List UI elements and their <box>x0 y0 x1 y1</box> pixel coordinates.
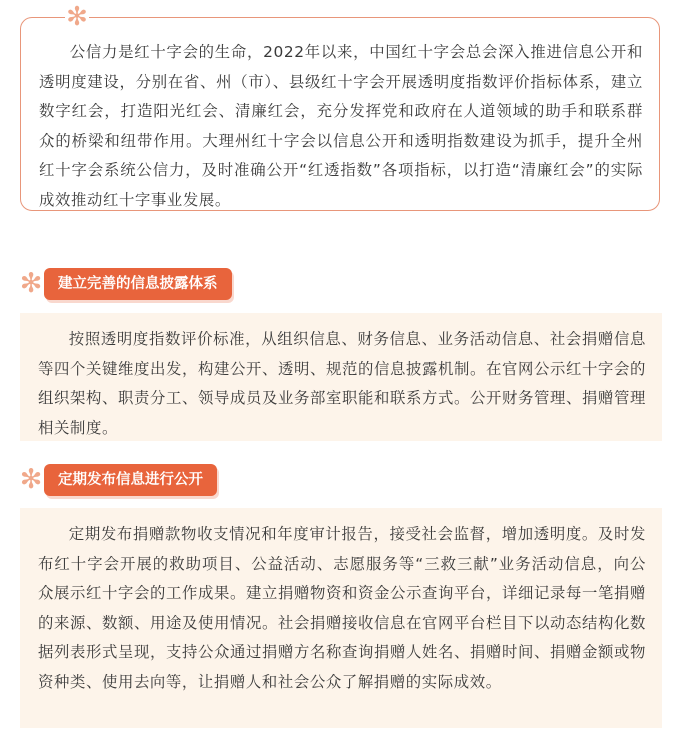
section-paragraph-2: 定期发布捐赠款物收支情况和年度审计报告，接受社会监督，增加透明度。及时发布红十字会开展的救助项目、公益活动、志愿服务等“三救三献”业务活动信息，向公众展示红十字会的工作成果。建立捐赠物资和资金公示查询平台，详细记录每一笔捐赠的来源、数额、用途及使用情况。社会捐赠接收信息在官网平台栏目下以动态结构化数据列表形式呈现，支持公众通过捐赠方名称查询捐赠人姓名、捐赠时间、捐赠金额或物资种类、使用去向等，让捐赠人和社会公众了解捐赠的实际成效。 <box>38 525 646 691</box>
section-box-1 <box>20 313 662 441</box>
asterisk-star-icon: ✻ <box>19 464 43 495</box>
section-heading-2 <box>18 463 217 497</box>
asterisk-star-icon: ✻ <box>19 268 43 299</box>
section-title-2: 定期发布信息进行公开 <box>44 464 217 496</box>
section-paragraph-1: 按照透明度指数评价标准，从组织信息、财务信息、业务活动信息、社会捐赠信息等四个关键维度出发，构建公开、透明、规范的信息披露机制。在官网公示红十字会的组织架构、职责分工、领导成员及业务部室职能和联系方式。公开财务管理、捐赠管理相关制度。 <box>38 330 646 437</box>
asterisk-star-icon: ✻ <box>66 2 88 32</box>
section-title-1: 建立完善的信息披露体系 <box>44 268 232 300</box>
intro-box <box>20 2 660 211</box>
section-heading-1 <box>18 267 232 301</box>
section-box-2 <box>20 508 662 728</box>
intro-paragraph: 公信力是红十字会的生命，2022年以来，中国红十字会总会深入推进信息公开和透明度建设，分别在省、州（市）、县级红十字会开展透明度指数评价指标体系，建立数字红会，打造阳光红会、清廉红会，充分发挥党和政府在人道领域的助手和联系群众的桥梁和纽带作用。大理州红十字会以信息公开和透明指数建设为抓手，提升全州红十字会系统公信力，及时准确公开“红透指数”各项指标，以打造“清廉红会”的实际成效推动红十字事业发展。 <box>39 43 643 209</box>
